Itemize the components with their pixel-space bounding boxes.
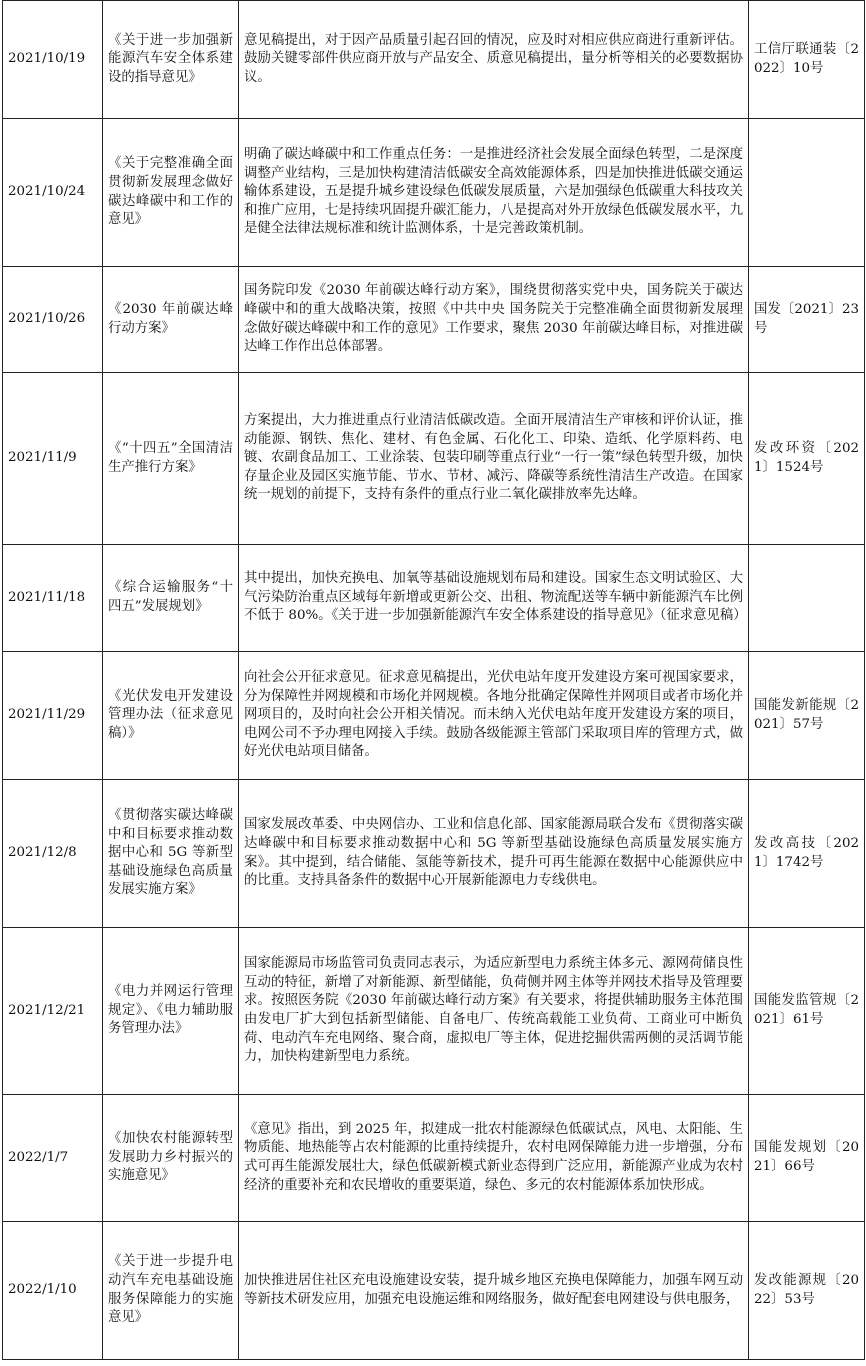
date-cell: 2021/10/26 (3, 267, 103, 373)
document-number-cell: 国能发规划〔2021〕66号 (749, 1095, 865, 1222)
document-number-cell: 发改高技〔2021〕1742号 (749, 780, 865, 928)
document-number-cell: 国能发监管规〔2021〕61号 (749, 928, 865, 1095)
policy-title-cell: 《加快农村能源转型发展助力乡村振兴的实施意见》 (103, 1095, 239, 1222)
policy-content-cell: 国家发展改革委、中央网信办、工业和信息化部、国家能源局联合发布《贯彻落实碳达峰碳中和目标要求推动数据中心和 5G 等新型基础设施绿色高质量发展实施方案》。其中提到，结合储能、氢能等新技术，提升可再生能源在数据中心能源供应中的比重。支持具备条件的数据中心开展新能源电力专线供电。 (239, 780, 749, 928)
document-number-cell: 工信厅联通装〔2022〕10号 (749, 1, 865, 119)
table-row (3, 780, 865, 928)
date-cell: 2021/10/19 (3, 1, 103, 119)
table-row (3, 119, 865, 267)
policy-content-cell: 方案提出，大力推进重点行业清洁低碳改造。全面开展清洁生产审核和评价认证，推动能源、钢铁、焦化、建材、有色金属、石化化工、印染、造纸、化学原料药、电镀、农副食品加工、工业涂装、包装印刷等重点行业“一行一策”绿色转型升级，加快存量企业及园区实施节能、节水、节材、减污、降碳等系统性清洁生产改造。在国家统一规划的前提下，支持有条件的重点行业二氧化碳排放率先达峰。 (239, 373, 749, 545)
date-cell: 2022/1/7 (3, 1095, 103, 1222)
policy-content-cell: 其中提出，加快充换电、加氧等基础设施规划布局和建设。国家生态文明试验区、大气污染防治重点区域每年新增或更新公交、出租、物流配送等车辆中新能源汽车比例不低于 80%。《关于进一步加强新能源汽车安全体系建设的指导意见》（征求意见稿） (239, 545, 749, 652)
document-number-cell: 国发〔2021〕23号 (749, 267, 865, 373)
table-row (3, 1095, 865, 1222)
date-cell: 2021/12/8 (3, 780, 103, 928)
date-cell: 2021/10/24 (3, 119, 103, 267)
document-number-cell: 发改环资〔2021〕1524号 (749, 373, 865, 545)
document-number-cell (749, 545, 865, 652)
table-row (3, 1, 865, 119)
policy-title-cell: 《关于进一步加强新能源汽车安全体系建设的指导意见》 (103, 1, 239, 119)
policy-title-cell: 《关于完整准确全面贯彻新发展理念做好碳达峰碳中和工作的意见》 (103, 119, 239, 267)
policy-table-body (3, 1, 865, 1360)
policy-title-cell: 《关于进一步提升电动汽车充电基础设施服务保障能力的实施意见》 (103, 1222, 239, 1360)
policy-title-cell: 《贯彻落实碳达峰碳中和目标要求推动数据中心和 5G 等新型基础设施绿色高质量发展实施方案》 (103, 780, 239, 928)
date-cell: 2021/12/21 (3, 928, 103, 1095)
table-row (3, 373, 865, 545)
policy-content-cell: 向社会公开征求意见。征求意见稿提出，光伏电站年度开发建设方案可视国家要求，分为保障性并网规模和市场化并网规模。各地分批确定保障性并网项目或者市场化并网项目的，及时向社会公开相关情况。而未纳入光伏电站年度开发建设方案的项目，电网公司不予办理电网接入手续。鼓励各级能源主管部门采取项目库的管理方式，做好光伏电站项目储备。 (239, 652, 749, 780)
policy-content-cell: 加快推进居住社区充电设施建设安装，提升城乡地区充换电保障能力，加强车网互动等新技术研发应用，加强充电设施运维和网络服务，做好配套电网建设与供电服务， (239, 1222, 749, 1360)
table-row (3, 928, 865, 1095)
document-number-cell: 发改能源规〔2022〕53号 (749, 1222, 865, 1360)
table-row (3, 267, 865, 373)
policy-content-cell: 国家能源局市场监管司负责同志表示，为适应新型电力系统主体多元、源网荷储良性互动的特征，新增了对新能源、新型储能，负荷侧并网主体等并网技术指导及管理要求。按照医务院《2030 年前碳达峰行动方案》有关要求，将提供辅助服务主体范围由发电厂扩大到包括新型储能、自备电厂、传统高载能工业负荷、工商业可中断负荷、电动汽车充电网络、聚合商，虚拟电厂等主体，促进挖掘供需两侧的灵活调节能力，加快构建新型电力系统。 (239, 928, 749, 1095)
policy-title-cell: 《2030 年前碳达峰行动方案》 (103, 267, 239, 373)
policy-title-cell: 《光伏发电开发建设管理办法（征求意见稿）》 (103, 652, 239, 780)
document-number-cell: 国能发新能规〔2021〕57号 (749, 652, 865, 780)
table-row (3, 545, 865, 652)
policy-title-cell: 《电力并网运行管理规定》、《电力辅助服务管理办法》 (103, 928, 239, 1095)
policy-content-cell: 国务院印发《2030 年前碳达峰行动方案》，围绕贯彻落实党中央，国务院关于碳达峰碳中和的重大战略决策，按照《中共中央 国务院关于完整准确全面贯彻新发展理念做好碳达峰碳中和工作的意见》工作要求，聚焦 2030 年前碳达峰目标，对推进碳达峰工作作出总体部署。 (239, 267, 749, 373)
document-number-cell (749, 119, 865, 267)
date-cell: 2021/11/9 (3, 373, 103, 545)
policy-content-cell: 明确了碳达峰碳中和工作重点任务：一是推进经济社会发展全面绿色转型，二是深度调整产业结构，三是加快构建清洁低碳安全高效能源体系，四是加快推进低碳交通运输体系建设，五是提升城乡建设绿色低碳发展质量，六是加强绿色低碳重大科技攻关和推广应用，七是持续巩固提升碳汇能力，八是提高对外开放绿色低碳发展水平，九是健全法律法规标准和统计监测体系，十是完善政策机制。 (239, 119, 749, 267)
policy-content-cell: 《意见》指出，到 2025 年，拟建成一批农村能源绿色低碳试点，风电、太阳能、生物质能、地热能等占农村能源的比重持续提升，农村电网保障能力进一步增强，分布式可再生能源发展壮大，绿色低碳新模式新业态得到广泛应用，新能源产业成为农村经济的重要补充和农民增收的重要渠道，绿色、多元的农村能源体系加快形成。 (239, 1095, 749, 1222)
policy-content-cell: 意见稿提出，对于因产品质量引起召回的情况，应及时对相应供应商进行重新评估。鼓励关键零部件供应商开放与产品安全、质意见稿提出，量分析等相关的必要数据协议。 (239, 1, 749, 119)
policy-title-cell: 《综合运输服务“十四五”发展规划》 (103, 545, 239, 652)
date-cell: 2022/1/10 (3, 1222, 103, 1360)
table-row (3, 1222, 865, 1360)
date-cell: 2021/11/18 (3, 545, 103, 652)
date-cell: 2021/11/29 (3, 652, 103, 780)
table-row (3, 652, 865, 780)
policy-title-cell: 《“十四五”全国清洁生产推行方案》 (103, 373, 239, 545)
policy-table (2, 0, 865, 1360)
